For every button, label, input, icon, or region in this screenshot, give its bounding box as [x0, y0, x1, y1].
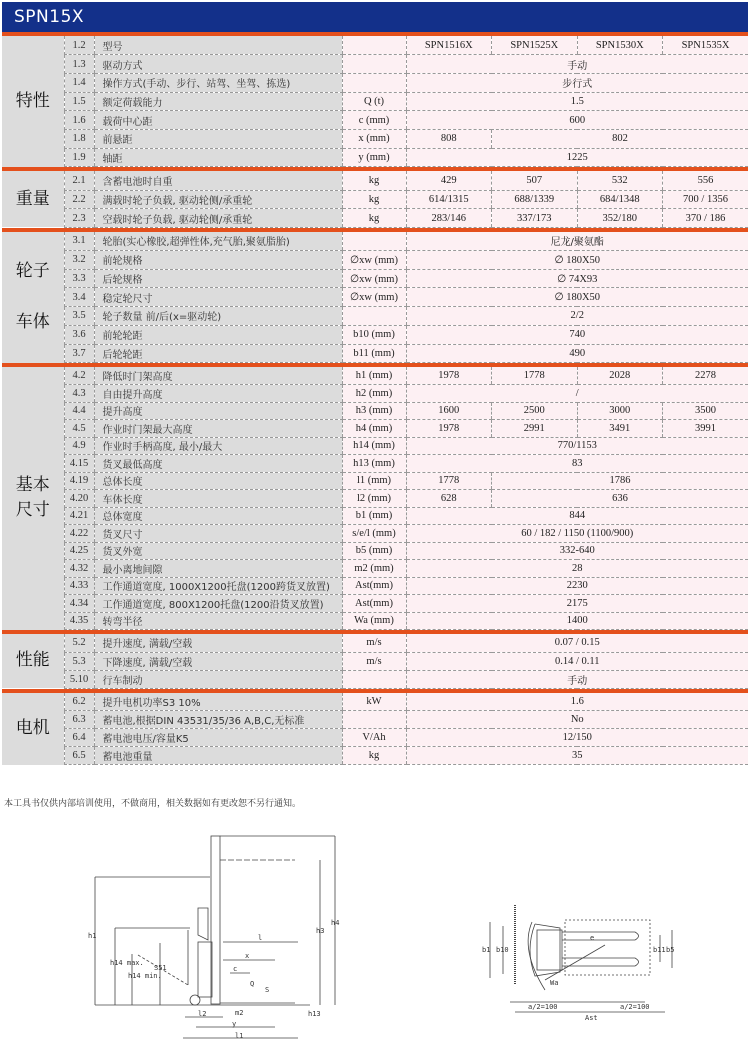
top-view-drawing	[470, 880, 690, 1047]
item-number: 2.1	[64, 171, 94, 190]
item-unit: b11 (mm)	[342, 344, 406, 363]
dimension-label: l	[258, 934, 263, 942]
item-name: 载荷中心距	[94, 111, 342, 130]
item-name: 转弯半径	[94, 612, 342, 630]
item-number: 1.8	[64, 129, 94, 148]
dimension-label: b10	[496, 946, 509, 954]
item-value: 3491	[577, 420, 663, 438]
dimension-label: m2	[235, 1009, 244, 1017]
item-number: 4.20	[64, 490, 94, 508]
item-value: 1.6	[406, 693, 748, 711]
item-unit: h2 (mm)	[342, 385, 406, 403]
item-number: 5.10	[64, 670, 94, 688]
table-row	[2, 148, 748, 167]
item-number: 6.5	[64, 747, 94, 765]
item-unit: l2 (mm)	[342, 490, 406, 508]
dimension-label: Ast	[585, 1014, 598, 1022]
table-row	[2, 385, 748, 403]
table-row	[2, 711, 748, 729]
item-value: 2230	[406, 577, 748, 595]
item-value: 429	[406, 171, 492, 190]
item-unit: kW	[342, 693, 406, 711]
item-name: 行车制动	[94, 670, 342, 688]
table-row	[2, 560, 748, 578]
item-number: 4.19	[64, 472, 94, 490]
table-row	[2, 729, 748, 747]
section-label: 特性	[2, 36, 64, 167]
item-value: 1786	[492, 472, 749, 490]
item-name: 前轮规格	[94, 251, 342, 270]
dimension-label: y	[232, 1020, 237, 1028]
item-number: 4.4	[64, 402, 94, 420]
item-unit: x (mm)	[342, 129, 406, 148]
spec-table	[2, 32, 748, 765]
table-row	[2, 507, 748, 525]
item-value: 手动	[406, 55, 748, 74]
item-value: 2028	[577, 367, 663, 385]
item-unit	[342, 232, 406, 251]
item-unit: y (mm)	[342, 148, 406, 167]
item-number: 1.4	[64, 73, 94, 92]
item-unit: h14 (mm)	[342, 437, 406, 455]
item-name: 车体长度	[94, 490, 342, 508]
table-row	[2, 612, 748, 630]
item-name: 含蓄电池时自重	[94, 171, 342, 190]
item-value: SPN1516X	[406, 36, 492, 55]
item-unit	[342, 55, 406, 74]
item-value: 60 / 182 / 1150 (1100/900)	[406, 525, 748, 543]
dimension-label: h14 max.	[110, 959, 144, 967]
item-name: 提升电机功率S3 10%	[94, 693, 342, 711]
item-name: 蓄电池,根据DIN 43531/35/36 A,B,C,无标准	[94, 711, 342, 729]
item-unit: V/Ah	[342, 729, 406, 747]
item-name: 总体宽度	[94, 507, 342, 525]
item-unit: kg	[342, 747, 406, 765]
item-unit: l1 (mm)	[342, 472, 406, 490]
item-name: 作业时门架最大高度	[94, 420, 342, 438]
item-value: /	[406, 385, 748, 403]
item-name: 空载时轮子负载, 驱动轮侧/承重轮	[94, 209, 342, 228]
item-unit: b1 (mm)	[342, 507, 406, 525]
item-number: 4.3	[64, 385, 94, 403]
section-label: 性能	[2, 634, 64, 688]
item-name: 轮胎(实心橡胶,超弹性体,充气胎,聚氨脂胎)	[94, 232, 342, 251]
item-number: 5.3	[64, 652, 94, 670]
item-value: 740	[406, 325, 748, 344]
item-name: 货叉尺寸	[94, 525, 342, 543]
table-row	[2, 634, 748, 652]
item-name: 型号	[94, 36, 342, 55]
item-unit: ∅xw (mm)	[342, 288, 406, 307]
item-name: 额定荷载能力	[94, 92, 342, 111]
section-label: 基本 尺寸	[2, 367, 64, 630]
table-row	[2, 325, 748, 344]
item-value: 684/1348	[577, 190, 663, 209]
dimension-label: h4	[331, 919, 340, 927]
table-row	[2, 111, 748, 130]
item-number: 4.15	[64, 455, 94, 473]
section-1	[2, 36, 748, 167]
item-name: 下降速度, 满载/空载	[94, 652, 342, 670]
item-number: 4.5	[64, 420, 94, 438]
table-row	[2, 472, 748, 490]
item-value: ∅ 180X50	[406, 251, 748, 270]
dimension-label: a/2=100	[528, 1003, 558, 1011]
item-value: 283/146	[406, 209, 492, 228]
item-number: 4.21	[64, 507, 94, 525]
item-value: 1600	[406, 402, 492, 420]
item-unit: b5 (mm)	[342, 542, 406, 560]
item-unit	[342, 73, 406, 92]
item-value: 337/173	[492, 209, 578, 228]
item-unit: h13 (mm)	[342, 455, 406, 473]
item-number: 3.4	[64, 288, 94, 307]
side-view-drawing	[80, 820, 370, 1047]
item-number: 2.2	[64, 190, 94, 209]
table-row	[2, 209, 748, 228]
item-number: 1.3	[64, 55, 94, 74]
item-unit: c (mm)	[342, 111, 406, 130]
dimension-label: h3	[316, 927, 325, 935]
dimension-label: h14 min.	[128, 972, 162, 980]
table-row	[2, 288, 748, 307]
dimension-label: h1	[88, 932, 97, 940]
item-value: SPN1535X	[663, 36, 749, 55]
table-row	[2, 490, 748, 508]
table-row	[2, 437, 748, 455]
item-number: 3.7	[64, 344, 94, 363]
item-value: 808	[406, 129, 492, 148]
item-name: 稳定轮尺寸	[94, 288, 342, 307]
item-value: 步行式	[406, 73, 748, 92]
item-unit: h1 (mm)	[342, 367, 406, 385]
section-2	[2, 171, 748, 228]
item-unit: b10 (mm)	[342, 325, 406, 344]
table-row	[2, 367, 748, 385]
item-value: 0.14 / 0.11	[406, 652, 748, 670]
item-value: 600	[406, 111, 748, 130]
item-number: 1.6	[64, 111, 94, 130]
item-unit: m/s	[342, 652, 406, 670]
dimension-label: b1	[482, 946, 491, 954]
item-name: 轴距	[94, 148, 342, 167]
item-value: 332-640	[406, 542, 748, 560]
table-row	[2, 232, 748, 251]
item-value: 28	[406, 560, 748, 578]
item-number: 4.22	[64, 525, 94, 543]
item-name: 轮子数量 前/后(x=驱动轮)	[94, 307, 342, 326]
table-row	[2, 129, 748, 148]
item-value: 2/2	[406, 307, 748, 326]
item-number: 3.6	[64, 325, 94, 344]
item-number: 4.32	[64, 560, 94, 578]
item-value: 490	[406, 344, 748, 363]
item-unit: kg	[342, 209, 406, 228]
item-name: 后轮轮距	[94, 344, 342, 363]
item-value: 1978	[406, 420, 492, 438]
table-row	[2, 269, 748, 288]
item-name: 降低时门架高度	[94, 367, 342, 385]
item-name: 货叉外宽	[94, 542, 342, 560]
dimension-label: l1	[235, 1032, 244, 1040]
item-value: 628	[406, 490, 492, 508]
table-row	[2, 577, 748, 595]
item-name: 蓄电池电压/容量K5	[94, 729, 342, 747]
item-number: 3.3	[64, 269, 94, 288]
item-value: 12/150	[406, 729, 748, 747]
item-value: 532	[577, 171, 663, 190]
item-value: 1225	[406, 148, 748, 167]
item-value: 83	[406, 455, 748, 473]
dimension-label: S	[265, 986, 270, 994]
page-title: SPN15X	[2, 2, 748, 32]
item-unit: ∅xw (mm)	[342, 269, 406, 288]
table-row	[2, 171, 748, 190]
item-number: 1.5	[64, 92, 94, 111]
table-row	[2, 693, 748, 711]
item-name: 提升速度, 满载/空载	[94, 634, 342, 652]
item-unit	[342, 307, 406, 326]
item-name: 蓄电池重量	[94, 747, 342, 765]
item-value: SPN1525X	[492, 36, 578, 55]
section-3	[2, 232, 748, 363]
dimension-label: l2	[198, 1010, 207, 1018]
item-unit: m/s	[342, 634, 406, 652]
item-value: 688/1339	[492, 190, 578, 209]
item-name: 驱动方式	[94, 55, 342, 74]
item-name: 提升高度	[94, 402, 342, 420]
item-value: ∅ 74X93	[406, 269, 748, 288]
item-value: 1.5	[406, 92, 748, 111]
dimension-label: e	[590, 934, 595, 942]
item-number: 3.2	[64, 251, 94, 270]
dimension-label: x	[245, 952, 250, 960]
item-value: 手动	[406, 670, 748, 688]
item-number: 5.2	[64, 634, 94, 652]
item-value: 370 / 186	[663, 209, 749, 228]
item-number: 1.9	[64, 148, 94, 167]
item-unit	[342, 711, 406, 729]
item-unit: s/e/l (mm)	[342, 525, 406, 543]
section-4	[2, 367, 748, 630]
item-number: 3.1	[64, 232, 94, 251]
item-number: 4.33	[64, 577, 94, 595]
item-value: 1978	[406, 367, 492, 385]
table-row	[2, 92, 748, 111]
table-row	[2, 542, 748, 560]
item-name: 总体长度	[94, 472, 342, 490]
item-value: 2991	[492, 420, 578, 438]
item-unit: m2 (mm)	[342, 560, 406, 578]
section-label: 重量	[2, 171, 64, 227]
item-number: 6.3	[64, 711, 94, 729]
item-name: 作业时手柄高度, 最小/最大	[94, 437, 342, 455]
item-value: 614/1315	[406, 190, 492, 209]
table-row	[2, 307, 748, 326]
item-name: 前悬距	[94, 129, 342, 148]
item-unit: Ast(mm)	[342, 595, 406, 613]
item-number: 2.3	[64, 209, 94, 228]
table-row	[2, 190, 748, 209]
item-unit: h3 (mm)	[342, 402, 406, 420]
item-unit: Ast(mm)	[342, 577, 406, 595]
item-value: 3000	[577, 402, 663, 420]
item-name: 工作通道宽度, 800X1200托盘(1200沿货叉放置)	[94, 595, 342, 613]
item-value: ∅ 180X50	[406, 288, 748, 307]
section-label: 轮子 车体	[2, 232, 64, 363]
table-row	[2, 36, 748, 55]
dimension-label: c	[233, 965, 238, 973]
item-unit: Q (t)	[342, 92, 406, 111]
table-row	[2, 420, 748, 438]
item-unit	[342, 670, 406, 688]
item-unit	[342, 36, 406, 55]
dimension-label: Wa	[550, 979, 559, 987]
table-row	[2, 402, 748, 420]
dimension-label: h13	[308, 1010, 321, 1018]
item-value: 636	[492, 490, 749, 508]
item-number: 4.25	[64, 542, 94, 560]
table-row	[2, 747, 748, 765]
item-number: 6.2	[64, 693, 94, 711]
item-value: 35	[406, 747, 748, 765]
item-name: 最小离地间隙	[94, 560, 342, 578]
item-value: 3500	[663, 402, 749, 420]
item-number: 4.34	[64, 595, 94, 613]
table-row	[2, 251, 748, 270]
item-unit: kg	[342, 171, 406, 190]
item-value: 352/180	[577, 209, 663, 228]
table-row	[2, 455, 748, 473]
item-number: 6.4	[64, 729, 94, 747]
item-value: 尼龙/聚氨酯	[406, 232, 748, 251]
footnote: 本工具书仅供内部培训使用，不做商用，相关数据如有更改恕不另行通知。	[4, 799, 302, 809]
item-name: 自由提升高度	[94, 385, 342, 403]
dimension-label: a/2=100	[620, 1003, 650, 1011]
item-value: 3991	[663, 420, 749, 438]
item-value: 802	[492, 129, 749, 148]
item-value: SPN1530X	[577, 36, 663, 55]
item-name: 后轮规格	[94, 269, 342, 288]
item-value: 0.07 / 0.15	[406, 634, 748, 652]
item-unit: kg	[342, 190, 406, 209]
item-number: 1.2	[64, 36, 94, 55]
item-value: 1778	[492, 367, 578, 385]
item-value: 1778	[406, 472, 492, 490]
item-value: 2175	[406, 595, 748, 613]
section-label: 电机	[2, 693, 64, 765]
dimension-label: b5	[666, 946, 675, 954]
dimension-label: Q	[250, 980, 255, 988]
table-row	[2, 344, 748, 363]
item-value: 2500	[492, 402, 578, 420]
item-name: 工作通道宽度, 1000X1200托盘(1200跨货叉放置)	[94, 577, 342, 595]
dimension-label: b11	[653, 946, 666, 954]
item-value: 770/1153	[406, 437, 748, 455]
item-value: 556	[663, 171, 749, 190]
item-unit: Wa (mm)	[342, 612, 406, 630]
item-value: 700 / 1356	[663, 190, 749, 209]
item-name: 满载时轮子负载, 驱动轮侧/承重轮	[94, 190, 342, 209]
item-value: No	[406, 711, 748, 729]
item-name: 操作方式(手动、步行、站驾、坐驾、拣选)	[94, 73, 342, 92]
dimension-label: S51	[154, 964, 167, 972]
item-unit: h4 (mm)	[342, 420, 406, 438]
table-row	[2, 595, 748, 613]
item-value: 2278	[663, 367, 749, 385]
item-value: 844	[406, 507, 748, 525]
item-value: 1400	[406, 612, 748, 630]
table-row	[2, 73, 748, 92]
table-row	[2, 670, 748, 688]
item-name: 前轮轮距	[94, 325, 342, 344]
item-name: 货叉最低高度	[94, 455, 342, 473]
item-number: 3.5	[64, 307, 94, 326]
section-5	[2, 634, 748, 689]
item-value: 507	[492, 171, 578, 190]
item-number: 4.35	[64, 612, 94, 630]
section-6	[2, 693, 748, 766]
table-row	[2, 55, 748, 74]
table-row	[2, 652, 748, 670]
item-number: 4.9	[64, 437, 94, 455]
table-row	[2, 525, 748, 543]
item-unit: ∅xw (mm)	[342, 251, 406, 270]
item-number: 4.2	[64, 367, 94, 385]
